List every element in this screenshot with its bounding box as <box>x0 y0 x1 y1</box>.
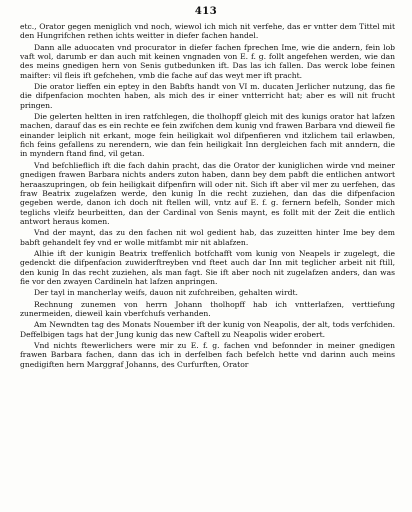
paragraph: Alhie ift der kunigin Beatrix treffenlich botfchafft vom kunig von Neapels ir zugelegt, die gedenckt die difpenfacion zuwiderftreyben vnd fteet auch dar Inn mit teglicher arbeit nit ftill, den kunig In das recht zuziehen, als man fagt. Sie ift aber noch nit zugelafzen anders, dan was fie vor den zwayen Cardineln hat lafzen anpringen. <box>20 248 395 286</box>
paragraph: Rechnung zunemen von herrn Johann tholhopff hab ich vntterlafzen, verttiefung zunermeiden, dieweil kain vberfchufs verhanden. <box>20 299 395 318</box>
paragraph: Am Newndten tag des Monats Nouember ift der kunig von Neapolis, der alt, tods verfchiden. Deffelbigen tags hat der Jung kunig das new Caftell zu Neapolis wider erobert. <box>20 320 395 339</box>
body-text <box>20 22 395 371</box>
paragraph: Vnd der maynt, das zu den fachen nit wol gedient hab, das zuzeitten hinter Ime bey dem babft gehandelt fey vnd er wolle mitfambt mir nit ablafzen. <box>20 228 395 247</box>
paragraph: Die gelerten heltten in iren ratfchlegen, die tholhopff gleich mit des kunigs orator hat lafzen machen, darauf das es ein rechte ee fein zwifchen dem kunig vnd frawen Barbara vnd dieweil fie einander leiplich nit erkant, moge fein heiligkait wol difpenfieren vnd itzlichem tail erlawben, fich feins gefallens zu nerendern, wie dan fein heiligkait Inn dergleichen fach mit anndern, die in myndern ftand find, vil getan. <box>20 112 395 159</box>
paragraph: Dann alle aduocaten vnd procurator in diefer fachen fprechen Ime, wie die andern, fein lob vaft wol, darumb er dan auch mit keinen vngnaden von E. f. g. follt angefehen werden, wie dan des meins gnedigen hern von Senis gutbedunken ift. Das las ich fallen. Das werck lobe feinen maifter: vil fleis ift gefchehen, vmb die fache auf das weyt mer ift pracht. <box>20 42 395 80</box>
paragraph: Der tayl in mancherlay weifs, dauon nit zufchreiben, gehalten wirdt. <box>34 288 298 298</box>
paragraph: etc., Orator gegen meniglich vnd noch, wiewol ich mich nit verfehe, das er vntter dem Tittel mit den Hungrifchen rethen ichts weitter in diefer fachen handel. <box>20 22 395 41</box>
paragraph: Vnd nichts ftewerlichers were mir zu E. f. g. fachen vnd befonnder in meiner gnedigen frawen Barbara fachen, dann das ich in derfelben fach befelch hette vnd darinn auch meins gnedigiften hern Marggraf Johanns, des Curfurften, Orator <box>20 341 395 369</box>
page-number: 413 <box>194 6 218 17</box>
paragraph: Die orator lieffen ein eptey in den Babfts handt von VI m. ducaten Jerlicher nutzung, das fie die difpenfacion mochten haben, als mich des ir einer vntterricht hat; aber es will nit frucht pringen. <box>20 82 395 110</box>
paragraph: Vnd befchlieflich ift die fach dahin pracht, das die Orator der kuniglichen wirde vnd meiner gnedigen frawen Barbara nichts anders zuton haben, dann bey dem pabft die entlichen antwort heraaszupringen, ob fein heiligkait difpenfirn will oder nit. Sich ift aber vil mer zu uerfehen, das fraw Beatrix zugelafzen werde, den kunig In die recht zuziehen, dan das die difpenfacion gegeben werde, danon ich doch nit ftellen will, vntz auf E. f. g. fernern befelh, Sonder mich teglichs vleifz beurbeitten, dan der Cardinal von Senis maynt, es follt mit der Zeit die entlich antwort heraus komen. <box>20 160 395 226</box>
